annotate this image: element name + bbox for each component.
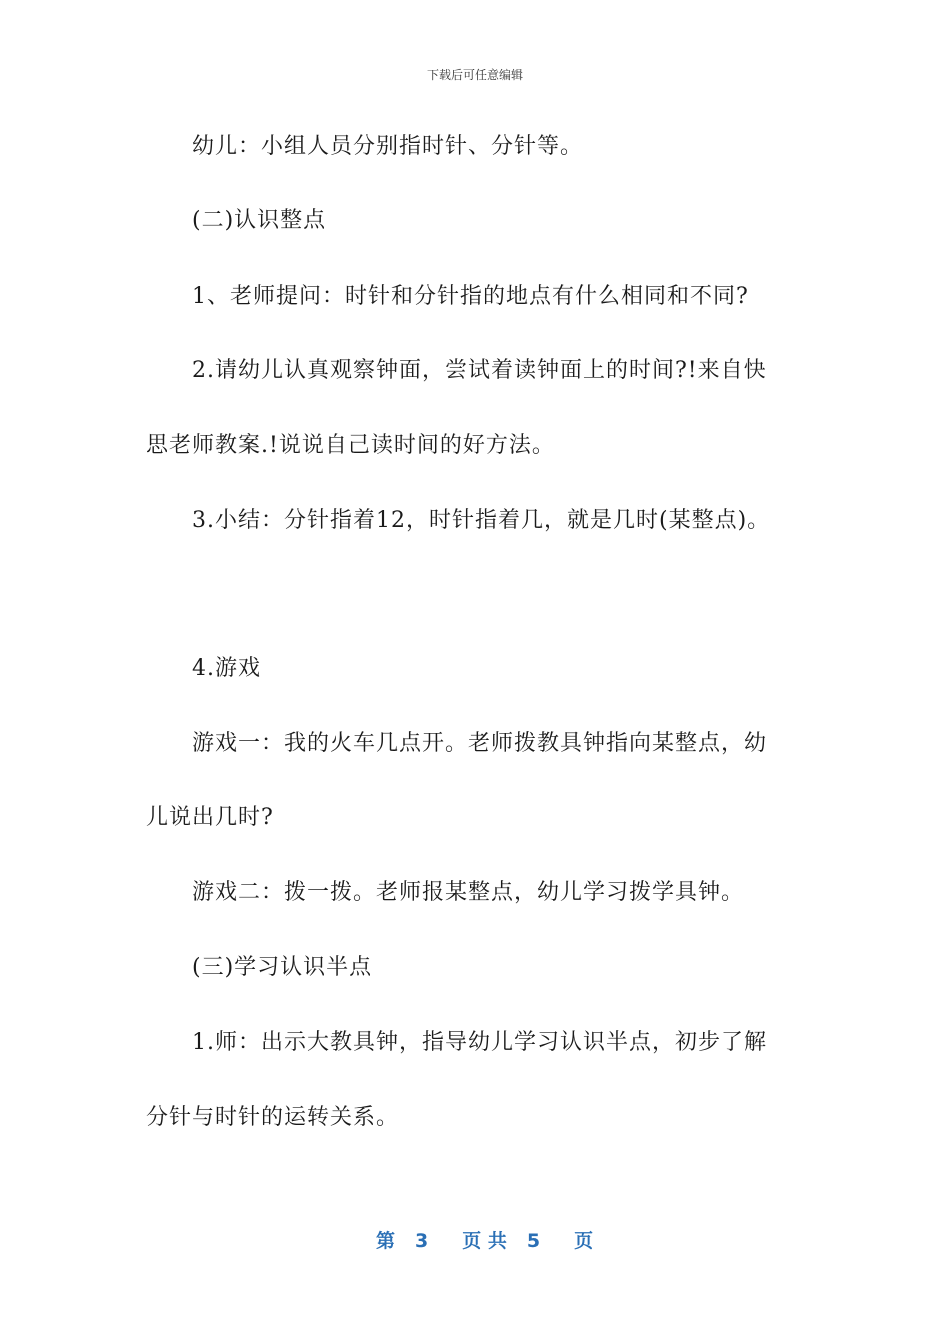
paragraph-line: 儿说出几时?	[146, 805, 274, 830]
page-footer	[376, 1226, 593, 1253]
paragraph-line: 1、老师提问：时针和分针指的地点有什么相同和不同?	[192, 284, 749, 309]
footer-middle: 页 共	[462, 1230, 507, 1252]
paragraph-line: 分针与时针的运转关系。	[146, 1105, 400, 1130]
paragraph-line: 4.游戏	[192, 656, 261, 681]
paragraph-line: 2.请幼儿认真观察钟面，尝试着读钟面上的时间?!来自快	[192, 358, 767, 383]
paragraph-line: 游戏一：我的火车几点开。老师拨教具钟指向某整点，幼	[192, 731, 768, 756]
footer-suffix: 页	[574, 1230, 594, 1252]
paragraph-line: 思老师教案.!说说自己读时间的好方法。	[146, 433, 555, 458]
paragraph-line: 游戏二：拨一拨。老师报某整点，幼儿学习拨学具钟。	[192, 880, 745, 905]
footer-total-pages: 5	[526, 1230, 541, 1252]
paragraph-line: 幼儿：小组人员分别指时针、分针等。	[192, 134, 584, 159]
paragraph-line: 3.小结：分针指着12，时针指着几，就是几时(某整点)。	[192, 508, 771, 533]
section-heading: (二)认识整点	[192, 208, 327, 233]
page-header: 下载后可任意编辑	[426, 68, 523, 82]
paragraph-line: 1.师：出示大教具钟，指导幼儿学习认识半点，初步了解	[192, 1030, 767, 1055]
section-heading: (三)学习认识半点	[192, 955, 373, 980]
footer-prefix: 第	[376, 1230, 396, 1252]
footer-current-page: 3	[415, 1230, 429, 1252]
